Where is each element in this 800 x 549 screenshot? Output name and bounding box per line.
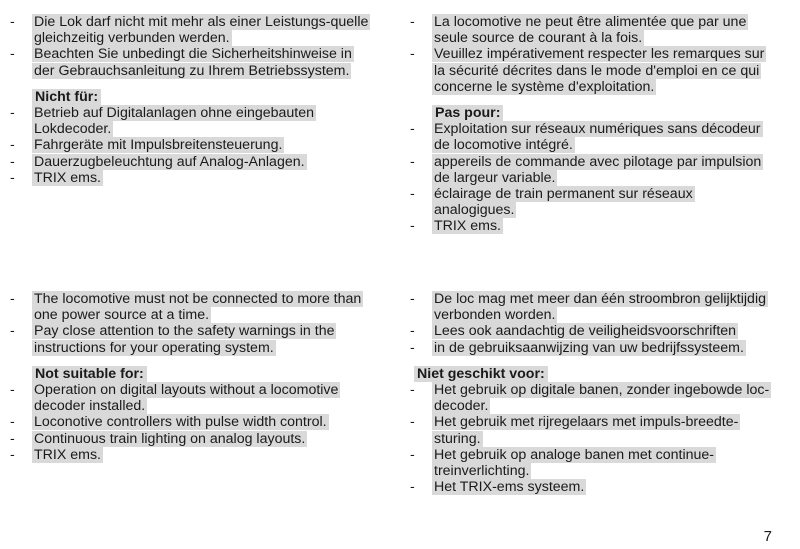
list-dash: - (10, 169, 15, 186)
page-number: 7 (763, 528, 772, 545)
list-dash: - (410, 121, 415, 138)
list-item (10, 154, 370, 170)
list-dash: - (10, 14, 15, 30)
list-item (410, 218, 778, 234)
list-dash: - (10, 46, 15, 63)
item-text: Beachten Sie unbedingt die Sicherheitshinweise in der Gebrauchsanleitung zu Ihrem Betriebssystem. (34, 46, 352, 79)
list-dash: - (410, 153, 415, 170)
list-item (10, 382, 372, 414)
list-item (10, 447, 372, 463)
list-item (410, 479, 778, 495)
list-item (410, 186, 778, 218)
list-dash: - (10, 446, 15, 463)
section-heading: Nicht für: (10, 89, 370, 105)
item-text: in de gebruiksaanwijzing van uw bedrijfssysteem. (434, 339, 744, 356)
list-dash: - (410, 382, 415, 399)
item-text: TRIX ems. (34, 169, 102, 186)
list-item (10, 323, 372, 355)
item-text: éclairage de train permanent sur réseaux analogigues. (434, 186, 693, 219)
list-item (10, 414, 372, 430)
german-section (10, 14, 370, 186)
list-item (410, 121, 778, 153)
list-item (10, 105, 370, 137)
list-item (10, 170, 370, 186)
section-heading: Not suitable for: (10, 366, 372, 382)
list-dash: - (10, 414, 15, 431)
item-text: TRIX ems. (434, 218, 502, 235)
list-item (410, 340, 778, 356)
item-text: Het gebruik met rijregelaars met impuls-breedte-sturing. (434, 414, 739, 447)
item-text: appereils de commande avec pilotage par impulsion de largeur variable. (434, 153, 762, 186)
list-item (410, 323, 778, 339)
list-dash: - (410, 339, 415, 356)
list-dash: - (10, 430, 15, 447)
list-dash: - (410, 218, 415, 235)
list-item (410, 46, 778, 95)
list-item (10, 137, 370, 153)
item-text: Exploitation sur réseaux numériques sans décodeur de locomotive intégré. (434, 121, 761, 154)
item-text: The locomotive must not be connected to more than one power source at a time. (34, 291, 362, 324)
item-text: De loc mag met meer dan één stroombron gelijktijdig verbonden worden. (434, 291, 766, 324)
list-dash: - (410, 323, 415, 340)
item-text: Dauerzugbeleuchtung auf Analog-Anlagen. (34, 153, 305, 170)
list-item (10, 291, 372, 323)
list-dash: - (410, 446, 415, 463)
item-text: Fahrgeräte mit Impulsbreitensteuerung. (34, 137, 283, 154)
list-item (410, 154, 778, 186)
section-heading: Niet geschikt voor: (410, 366, 778, 382)
list-dash: - (10, 137, 15, 154)
list-item (410, 291, 778, 323)
list-dash: - (410, 414, 415, 431)
item-text: Het gebruik op digitale banen, zonder ingebowde loc-decoder. (434, 382, 770, 415)
item-text: Veuillez impérativement respecter les remarques sur la sécurité décrites dans le mode d'emploi en ce qui concerne le système d'exploitation. (434, 46, 765, 95)
list-dash: - (10, 153, 15, 170)
dutch-section (410, 291, 778, 495)
list-item (10, 431, 372, 447)
list-item (410, 382, 778, 414)
section-heading: Pas pour: (410, 105, 778, 121)
list-item (10, 46, 370, 78)
item-text: La locomotive ne peut être alimentée que par une seule source de courant à la fois. (434, 14, 747, 47)
french-section (410, 14, 778, 235)
list-dash: - (10, 291, 15, 307)
list-dash: - (410, 46, 415, 63)
item-text: Betrieb auf Digitalanlagen ohne eingebauten Lokdecoder. (34, 105, 315, 138)
item-text: Het TRIX-ems systeem. (434, 479, 585, 496)
list-dash: - (410, 14, 415, 30)
list-item (10, 14, 370, 46)
item-text: TRIX ems. (34, 446, 102, 463)
english-section (10, 291, 372, 463)
item-text: Pay close attention to the safety warnings in the instructions for your operating system. (34, 323, 335, 356)
item-text: Continuous train lighting on analog layouts. (34, 430, 306, 447)
list-item (410, 414, 778, 446)
item-text: Die Lok darf nicht mit mehr als einer Leistungs-quelle gleichzeitig verbunden werden. (34, 14, 369, 47)
list-dash: - (410, 479, 415, 496)
item-text: Lees ook aandachtig de veiligheidsvoorschriften (434, 323, 737, 340)
list-dash: - (10, 323, 15, 340)
list-dash: - (10, 105, 15, 122)
item-text: Operation on digital layouts without a locomotive decoder installed. (34, 382, 339, 415)
list-item (410, 447, 778, 479)
item-text: Het gebruik op analoge banen met continue-treinverlichting. (434, 446, 715, 480)
item-text: Loconotive controllers with pulse width control. (34, 414, 327, 431)
list-dash: - (410, 291, 415, 307)
list-dash: - (10, 382, 15, 399)
list-dash: - (410, 186, 415, 203)
list-item (410, 14, 778, 46)
